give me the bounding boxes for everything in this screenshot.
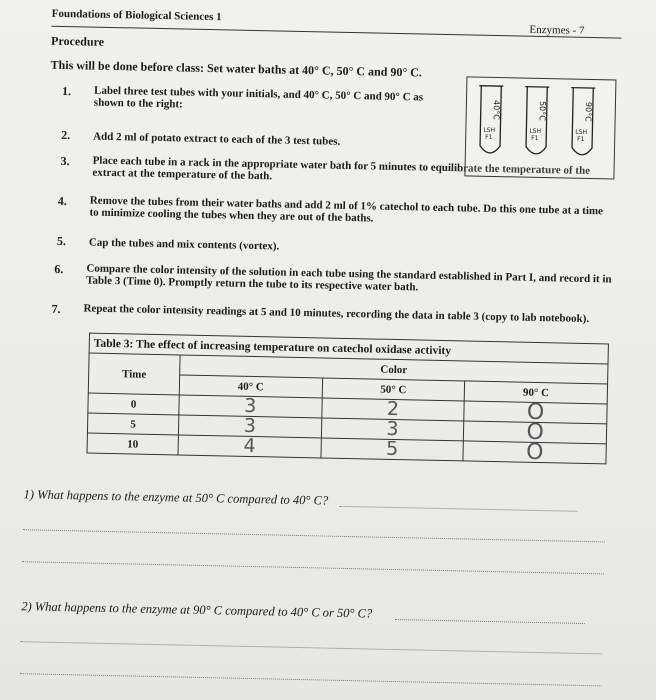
answer-line[interactable] bbox=[20, 673, 602, 686]
tube-3-initials: LSH bbox=[575, 128, 588, 136]
page-label: Enzymes - 7 bbox=[529, 23, 585, 37]
value-cell-90: O bbox=[464, 401, 607, 424]
procedure-heading: Procedure bbox=[50, 33, 105, 49]
step-5-number: 5. bbox=[56, 233, 67, 249]
tube-1-temp: 40°C bbox=[491, 99, 501, 120]
value-cell-90: O bbox=[463, 441, 606, 464]
step-7-number: 7. bbox=[51, 301, 61, 316]
time-cell: 5 bbox=[87, 413, 178, 435]
step-6-number: 6. bbox=[54, 261, 64, 277]
answer-line[interactable] bbox=[22, 561, 604, 574]
color-header: Color bbox=[180, 355, 608, 384]
value-cell-90: O bbox=[464, 421, 607, 444]
tube-1-initials: LSH bbox=[483, 126, 496, 135]
table-3 bbox=[87, 333, 609, 465]
intro-text: This will be done before class: Set water baths at 40° C, 50° C and 90° C. bbox=[50, 57, 423, 80]
test-tubes-icon bbox=[465, 77, 615, 178]
step-1-text: Label three test tubes with your initials, and 40° C, 50° C and 90° C as shown to the right: bbox=[93, 84, 424, 111]
step-4-number: 4. bbox=[57, 193, 67, 209]
value-cell-40: 4 bbox=[178, 435, 321, 458]
col-header-40: 40° C bbox=[179, 375, 322, 398]
col-header-50: 50° C bbox=[322, 378, 465, 401]
step-3-number: 3. bbox=[60, 153, 70, 169]
value-cell-50: 2 bbox=[321, 398, 464, 421]
col-header-90: 90° C bbox=[464, 381, 607, 404]
tube-3-temp: 90°C bbox=[583, 101, 593, 122]
time-cell: 10 bbox=[87, 433, 178, 455]
course-title: Foundations of Biological Sciences 1 bbox=[51, 7, 222, 24]
tube-2-num: F1 bbox=[531, 134, 539, 142]
step-3-text: Place each tube in a rack in the appropriate water bath for 5 minutes to equilibrate the temperature of the extract at the temperature of the bath. bbox=[92, 154, 591, 183]
step-4-text: Remove the tubes from their water baths and add 2 ml of 1% catechol to each tube. Do this one tube at a time to minimize cooling the tubes when they are out of the baths. bbox=[89, 194, 604, 225]
table-caption: Table 3: The effect of increasing temperature on catechol oxidase activity bbox=[89, 333, 608, 364]
question-2: 2) What happens to the enzyme at 90° C compared to 40° C or 50° C? bbox=[21, 599, 373, 621]
answer-line[interactable] bbox=[395, 619, 585, 624]
answer-line[interactable] bbox=[339, 506, 577, 512]
value-cell-40: 3 bbox=[178, 415, 321, 438]
tube-2-temp: 50°C bbox=[537, 100, 547, 121]
time-cell: 0 bbox=[88, 393, 179, 415]
answer-line[interactable] bbox=[23, 529, 605, 542]
answer-line[interactable] bbox=[21, 641, 603, 654]
step-7-text: Repeat the color intensity readings at 5 and 10 minutes, recording the data in table 3 (copy to lab notebook). bbox=[83, 302, 590, 326]
tube-1-num: F1 bbox=[485, 133, 493, 141]
tube-3-num: F1 bbox=[577, 135, 585, 143]
test-tubes-figure bbox=[464, 76, 616, 179]
step-2-number: 2. bbox=[61, 127, 71, 143]
tube-2-initials: LSH bbox=[529, 127, 542, 135]
step-2-text: Add 2 ml of potato extract to each of the 3 test tubes. bbox=[93, 130, 341, 148]
value-cell-40: 3 bbox=[179, 395, 322, 418]
value-cell-50: 5 bbox=[321, 438, 464, 461]
question-1: 1) What happens to the enzyme at 50° C compared to 40° C? bbox=[23, 487, 329, 508]
step-5-text: Cap the tubes and mix contents (vortex). bbox=[88, 236, 280, 253]
value-cell-50: 3 bbox=[321, 418, 464, 441]
step-6-text: Compare the color intensity of the solution in each tube using the standard established in Part I, and record it in Table 3 (Time 0). Promptly return the tube to its respective water bath. bbox=[86, 262, 612, 294]
step-1-number: 1. bbox=[61, 83, 72, 99]
time-header: Time bbox=[88, 353, 180, 395]
